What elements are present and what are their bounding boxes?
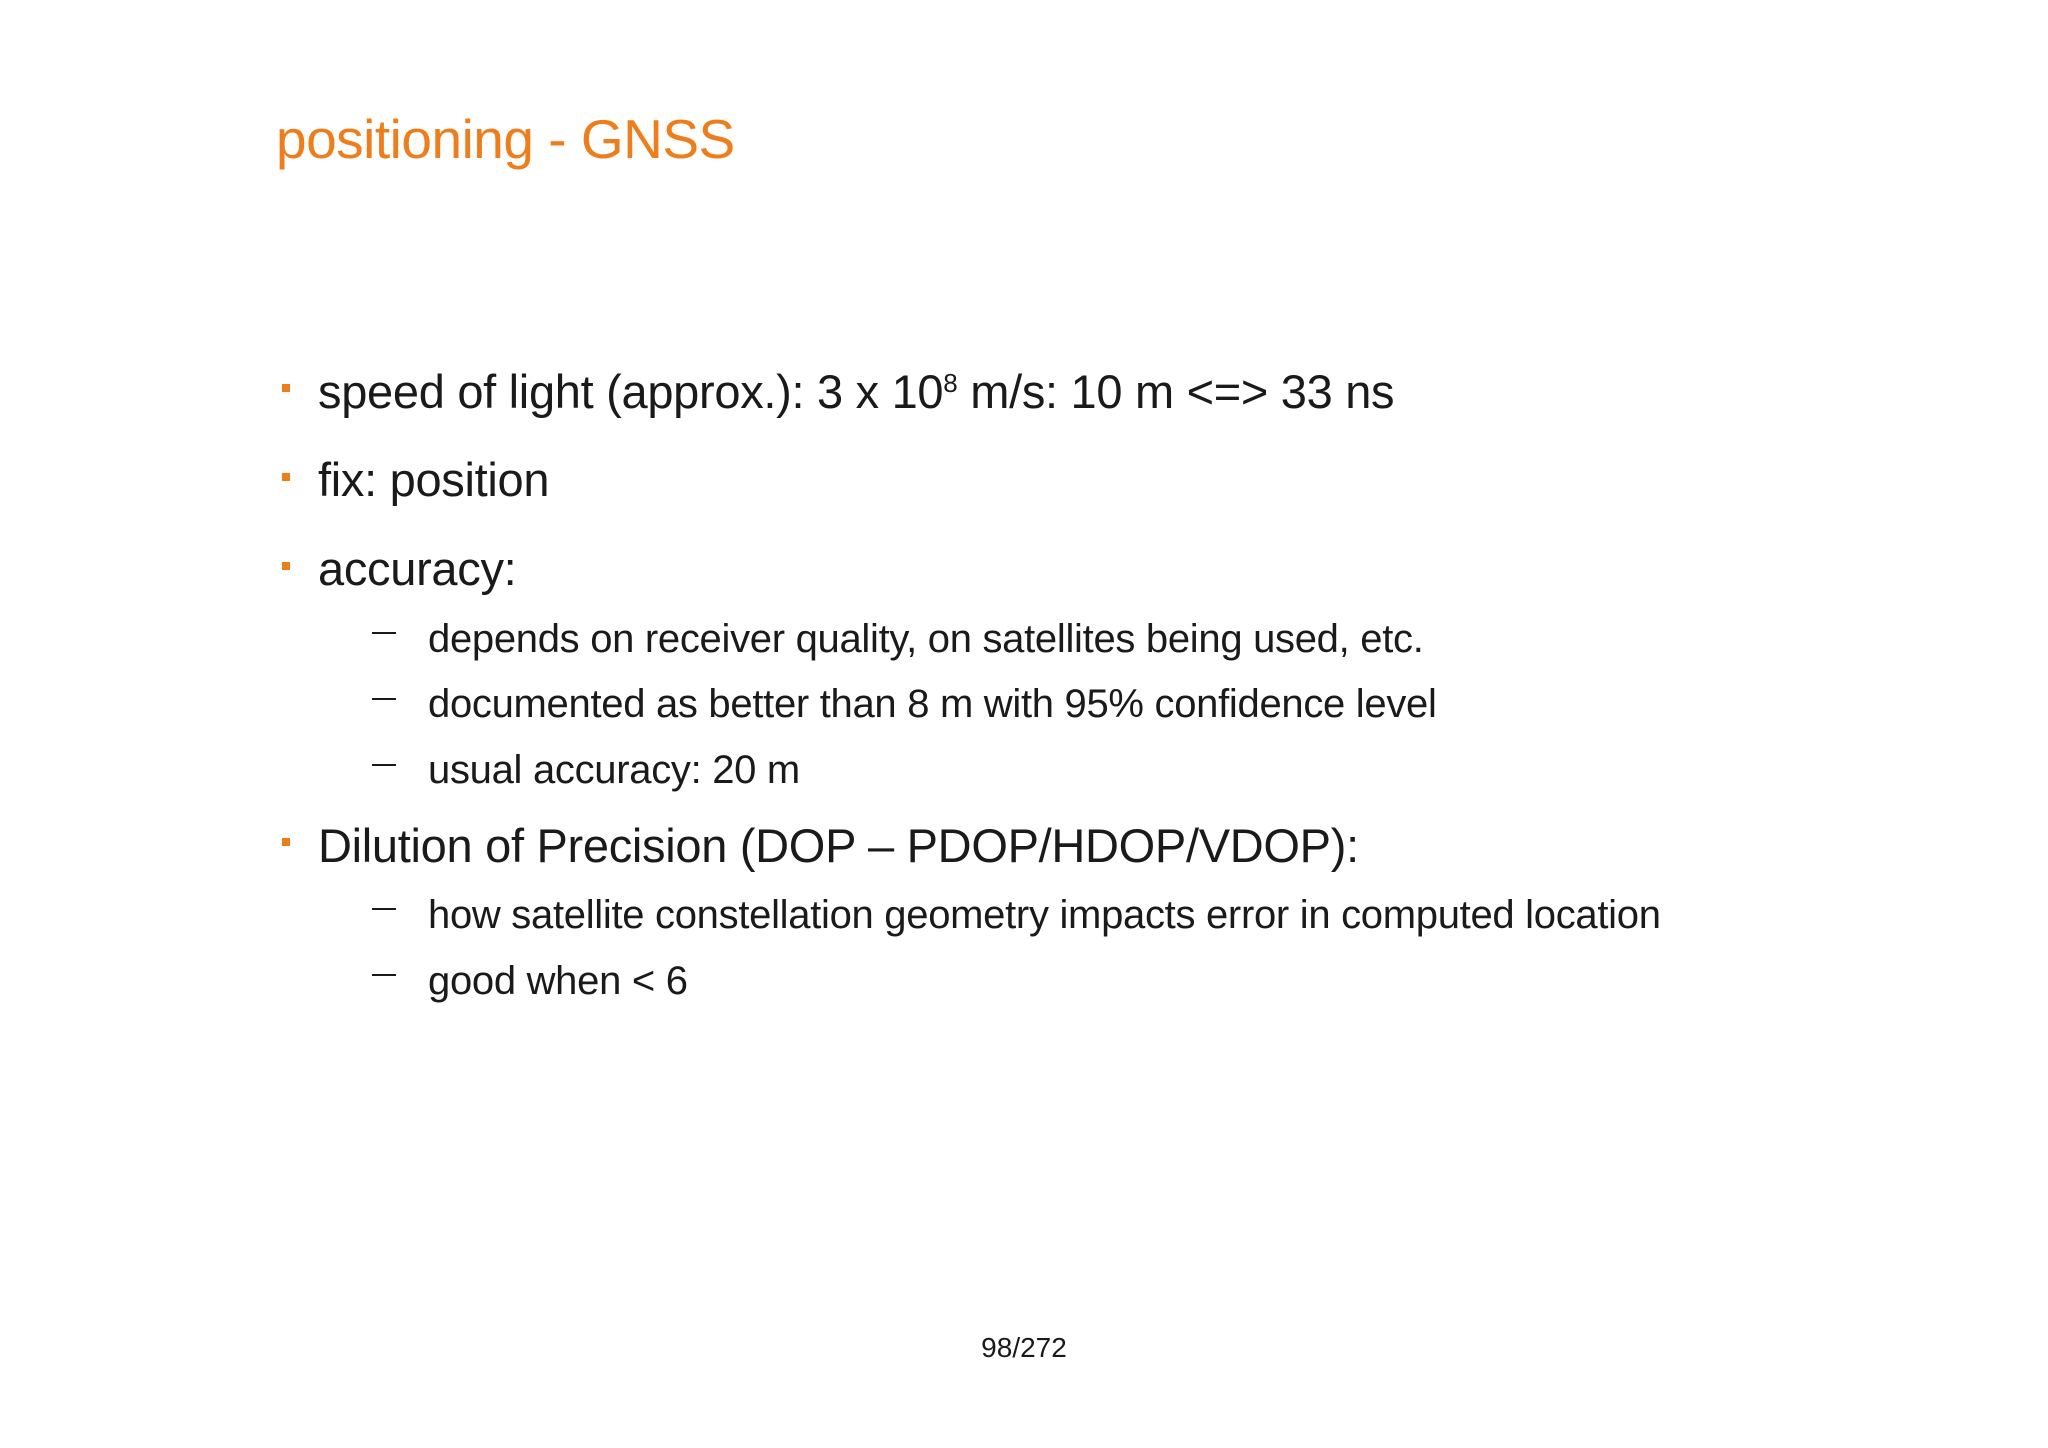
bullet-text: speed of light (approx.): 3 x 10 xyxy=(318,365,944,418)
sub-item-constellation-geometry: how satellite constellation geometry impacts error in computed location xyxy=(428,893,1661,937)
bullet-accuracy: accuracy: xyxy=(318,542,517,595)
dash-marker xyxy=(372,908,396,910)
bullet-marker xyxy=(282,562,290,570)
sub-item-receiver-quality: depends on receiver quality, on satellites being used, etc. xyxy=(428,617,1424,661)
sub-item-documented-accuracy: documented as better than 8 m with 95% confidence level xyxy=(428,682,1437,726)
sub-item-good-when: good when < 6 xyxy=(428,959,688,1003)
slide-title: positioning - GNSS xyxy=(276,108,735,170)
bullet-fix: fix: position xyxy=(318,453,550,506)
bullet-dilution-of-precision: Dilution of Precision (DOP – PDOP/HDOP/VDOP): xyxy=(318,819,1359,872)
bullet-speed-of-light xyxy=(318,362,1394,422)
dash-marker xyxy=(372,698,396,700)
dash-marker xyxy=(372,764,396,766)
bullet-marker xyxy=(282,838,290,846)
bullet-marker xyxy=(282,384,290,392)
sub-item-usual-accuracy: usual accuracy: 20 m xyxy=(428,748,800,792)
dash-marker xyxy=(372,974,396,976)
exponent: 8 xyxy=(943,368,958,398)
bullet-text-continued: m/s: 10 m <=> 33 ns xyxy=(957,365,1395,418)
page-number: 98/272 xyxy=(981,1332,1067,1363)
bullet-marker xyxy=(282,473,290,481)
dash-marker xyxy=(372,632,396,634)
